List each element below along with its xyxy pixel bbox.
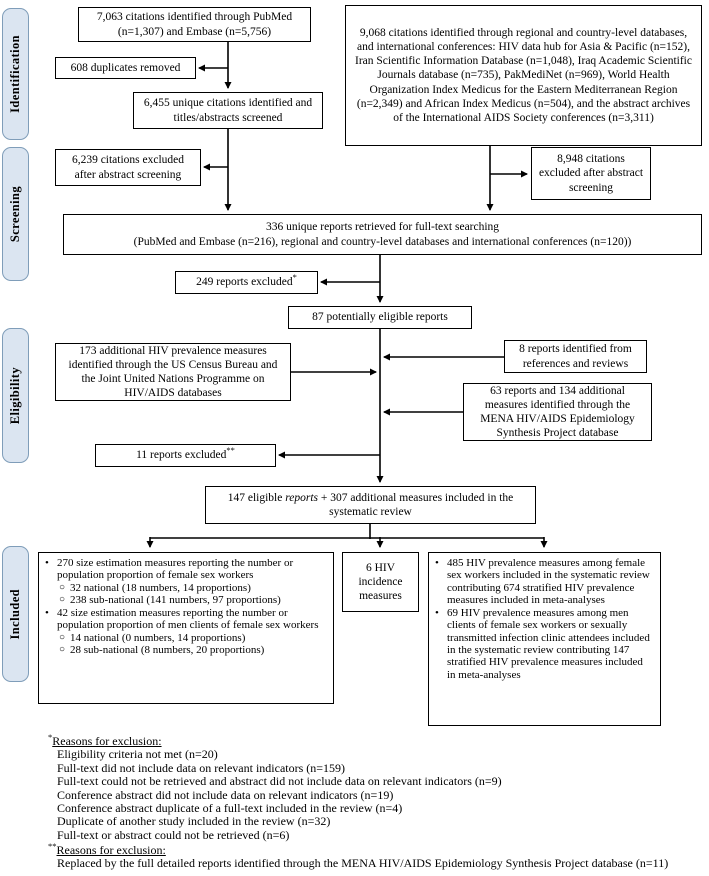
list-item bbox=[45, 557, 327, 582]
list-item-text: 42 size estimation measures reporting the number or population proportion of men clients of female sex workers bbox=[57, 606, 319, 632]
list-item bbox=[59, 582, 327, 594]
box-fulltext-search bbox=[63, 214, 702, 255]
stage-eligibility bbox=[2, 328, 29, 463]
box-mena-database: 63 reports and 134 additional measures identified through the MENA HIV/AIDS Epidemiology Synthesis Project database bbox=[463, 383, 652, 441]
footnote-item: Full-text could not be retrieved and abstract did not include data on relevant indicators (n=9) bbox=[57, 774, 502, 789]
list-item bbox=[45, 607, 327, 632]
prevalence-list bbox=[435, 557, 654, 681]
box-potentially-eligible: 87 potentially eligible reports bbox=[288, 306, 472, 329]
bullet-icon: • bbox=[435, 557, 439, 569]
stage-included bbox=[2, 546, 29, 682]
box-pubmed-citations bbox=[78, 7, 311, 42]
box-duplicates-removed: 608 duplicates removed bbox=[55, 57, 196, 79]
stage-label: Included bbox=[8, 588, 22, 640]
box-excluded-abstract-right: 8,948 citations excluded after abstract screening bbox=[531, 147, 651, 200]
box-text: 147 eligible reports + 307 additional measures included in the systematic review bbox=[227, 491, 514, 518]
footnote-exclusion-reasons-1 bbox=[48, 732, 705, 842]
footnote-ref-1: * bbox=[292, 272, 297, 283]
list-item bbox=[59, 644, 327, 656]
list-item-text: 238 sub-national (141 numbers, 97 proportions) bbox=[70, 594, 281, 607]
stage-screening bbox=[2, 147, 29, 281]
box-excluded-249 bbox=[175, 271, 318, 294]
footnote-item: Conference abstract did not include data on relevant indicators (n=19) bbox=[57, 787, 394, 802]
list-item bbox=[435, 607, 654, 682]
footnote-item: Eligibility criteria not met (n=20) bbox=[57, 747, 218, 762]
footnote-heading bbox=[48, 732, 705, 748]
list-item bbox=[59, 594, 327, 606]
list-item-text: 14 national (0 numbers, 14 proportions) bbox=[70, 631, 246, 644]
box-text: 11 reports excluded** bbox=[136, 445, 235, 462]
sub-bullet-icon: ○ bbox=[59, 631, 66, 643]
box-excluded-abstract-left: 6,239 citations excluded after abstract screening bbox=[55, 149, 201, 186]
box-regional-citations: 9,068 citations identified through regional and country-level databases, and international conferences: HIV data hub for Asia & Pacific (n=152), Iran Scientific Information Database (n=1,048), Iraq Academic Scientific Journals database (n=735), PakMediNet (n=969), World Health Organization Index Medicus for the Eastern Mediterranean Region (n=2,349) and African Index Medicus (n=504), and the abstract archives of the International AIDS Society conferences (n=3,311) bbox=[345, 5, 702, 146]
box-references-reviews: 8 reports identified from references and reviews bbox=[504, 340, 647, 373]
footnote-ref-2: ** bbox=[226, 445, 235, 456]
bullet-icon: • bbox=[45, 557, 49, 569]
box-excluded-11 bbox=[95, 444, 276, 467]
stage-identification bbox=[2, 8, 29, 140]
stage-label: Eligibility bbox=[8, 366, 22, 425]
box-text: 336 unique reports retrieved for full-text searching (PubMed and Embase (n=216), regional and country-level databases and international conferences (n=120)) bbox=[133, 221, 632, 248]
box-unique-citations-screened: 6,455 unique citations identified and titles/abstracts screened bbox=[133, 92, 323, 129]
footnote-title: Reasons for exclusion: bbox=[52, 734, 162, 748]
list-item-text: 32 national (18 numbers, 14 proportions) bbox=[70, 581, 251, 594]
footnote-marker: * bbox=[48, 732, 53, 742]
footnote-heading bbox=[48, 841, 705, 857]
list-item bbox=[435, 557, 654, 607]
box-additional-prevalence: 173 additional HIV prevalence measures identified through the US Census Bureau and the Joint United Nations Programme on HIV/AIDS databases bbox=[55, 343, 291, 401]
footnote-exclusion-reasons-2 bbox=[48, 841, 705, 871]
box-eligible-final bbox=[205, 486, 536, 524]
stage-label: Identification bbox=[8, 35, 22, 113]
bullet-icon: • bbox=[435, 606, 439, 619]
footnote-item: Replaced by the full detailed reports identified through the MENA HIV/AIDS Epidemiology Synthesis Project database (n=11) bbox=[57, 856, 669, 871]
sub-bullet-icon: ○ bbox=[59, 581, 66, 593]
footnote-item: Duplicate of another study included in the review (n=32) bbox=[57, 814, 331, 829]
stage-label: Screening bbox=[8, 185, 22, 243]
box-prevalence-measures bbox=[428, 552, 661, 726]
list-item-text: 28 sub-national (8 numbers, 20 proportions) bbox=[70, 643, 265, 656]
sub-bullet-icon: ○ bbox=[59, 594, 66, 606]
footnote-items bbox=[48, 857, 705, 870]
footnote-title: Reasons for exclusion: bbox=[56, 843, 166, 857]
bullet-icon: • bbox=[45, 606, 49, 619]
footnote-item: Conference abstract duplicate of a full-text included in the review (n=4) bbox=[57, 801, 403, 816]
box-text: 249 reports excluded* bbox=[196, 272, 297, 289]
footnote-items bbox=[48, 748, 705, 842]
list-item-text: 270 size estimation measures reporting the number or population proportion of female sex workers bbox=[57, 557, 294, 582]
list-item-text: 69 HIV prevalence measures among men clients of female sex workers or sexually transmitted infection clinic attendees included in the systematic review contributing 147 stratified HIV prevalence measures included in meta-analyses bbox=[447, 606, 650, 681]
box-incidence-measures: 6 HIV incidence measures bbox=[342, 552, 419, 612]
size-estimation-list bbox=[45, 557, 327, 656]
footnote-item: Full-text or abstract could not be retrieved (n=6) bbox=[57, 827, 290, 842]
box-text: 7,063 citations identified through PubMed (n=1,307) and Embase (n=5,756) bbox=[96, 11, 293, 38]
footnote-marker: ** bbox=[48, 841, 57, 851]
sub-bullet-icon: ○ bbox=[59, 643, 66, 655]
list-item bbox=[59, 632, 327, 644]
list-item-text: 485 HIV prevalence measures among female sex workers included in the systematic review contributing 674 stratified HIV prevalence measures included in meta-analyses bbox=[447, 557, 650, 607]
footnote-item: Full-text did not include data on relevant indicators (n=159) bbox=[57, 760, 346, 775]
box-size-estimation-measures bbox=[38, 552, 334, 704]
